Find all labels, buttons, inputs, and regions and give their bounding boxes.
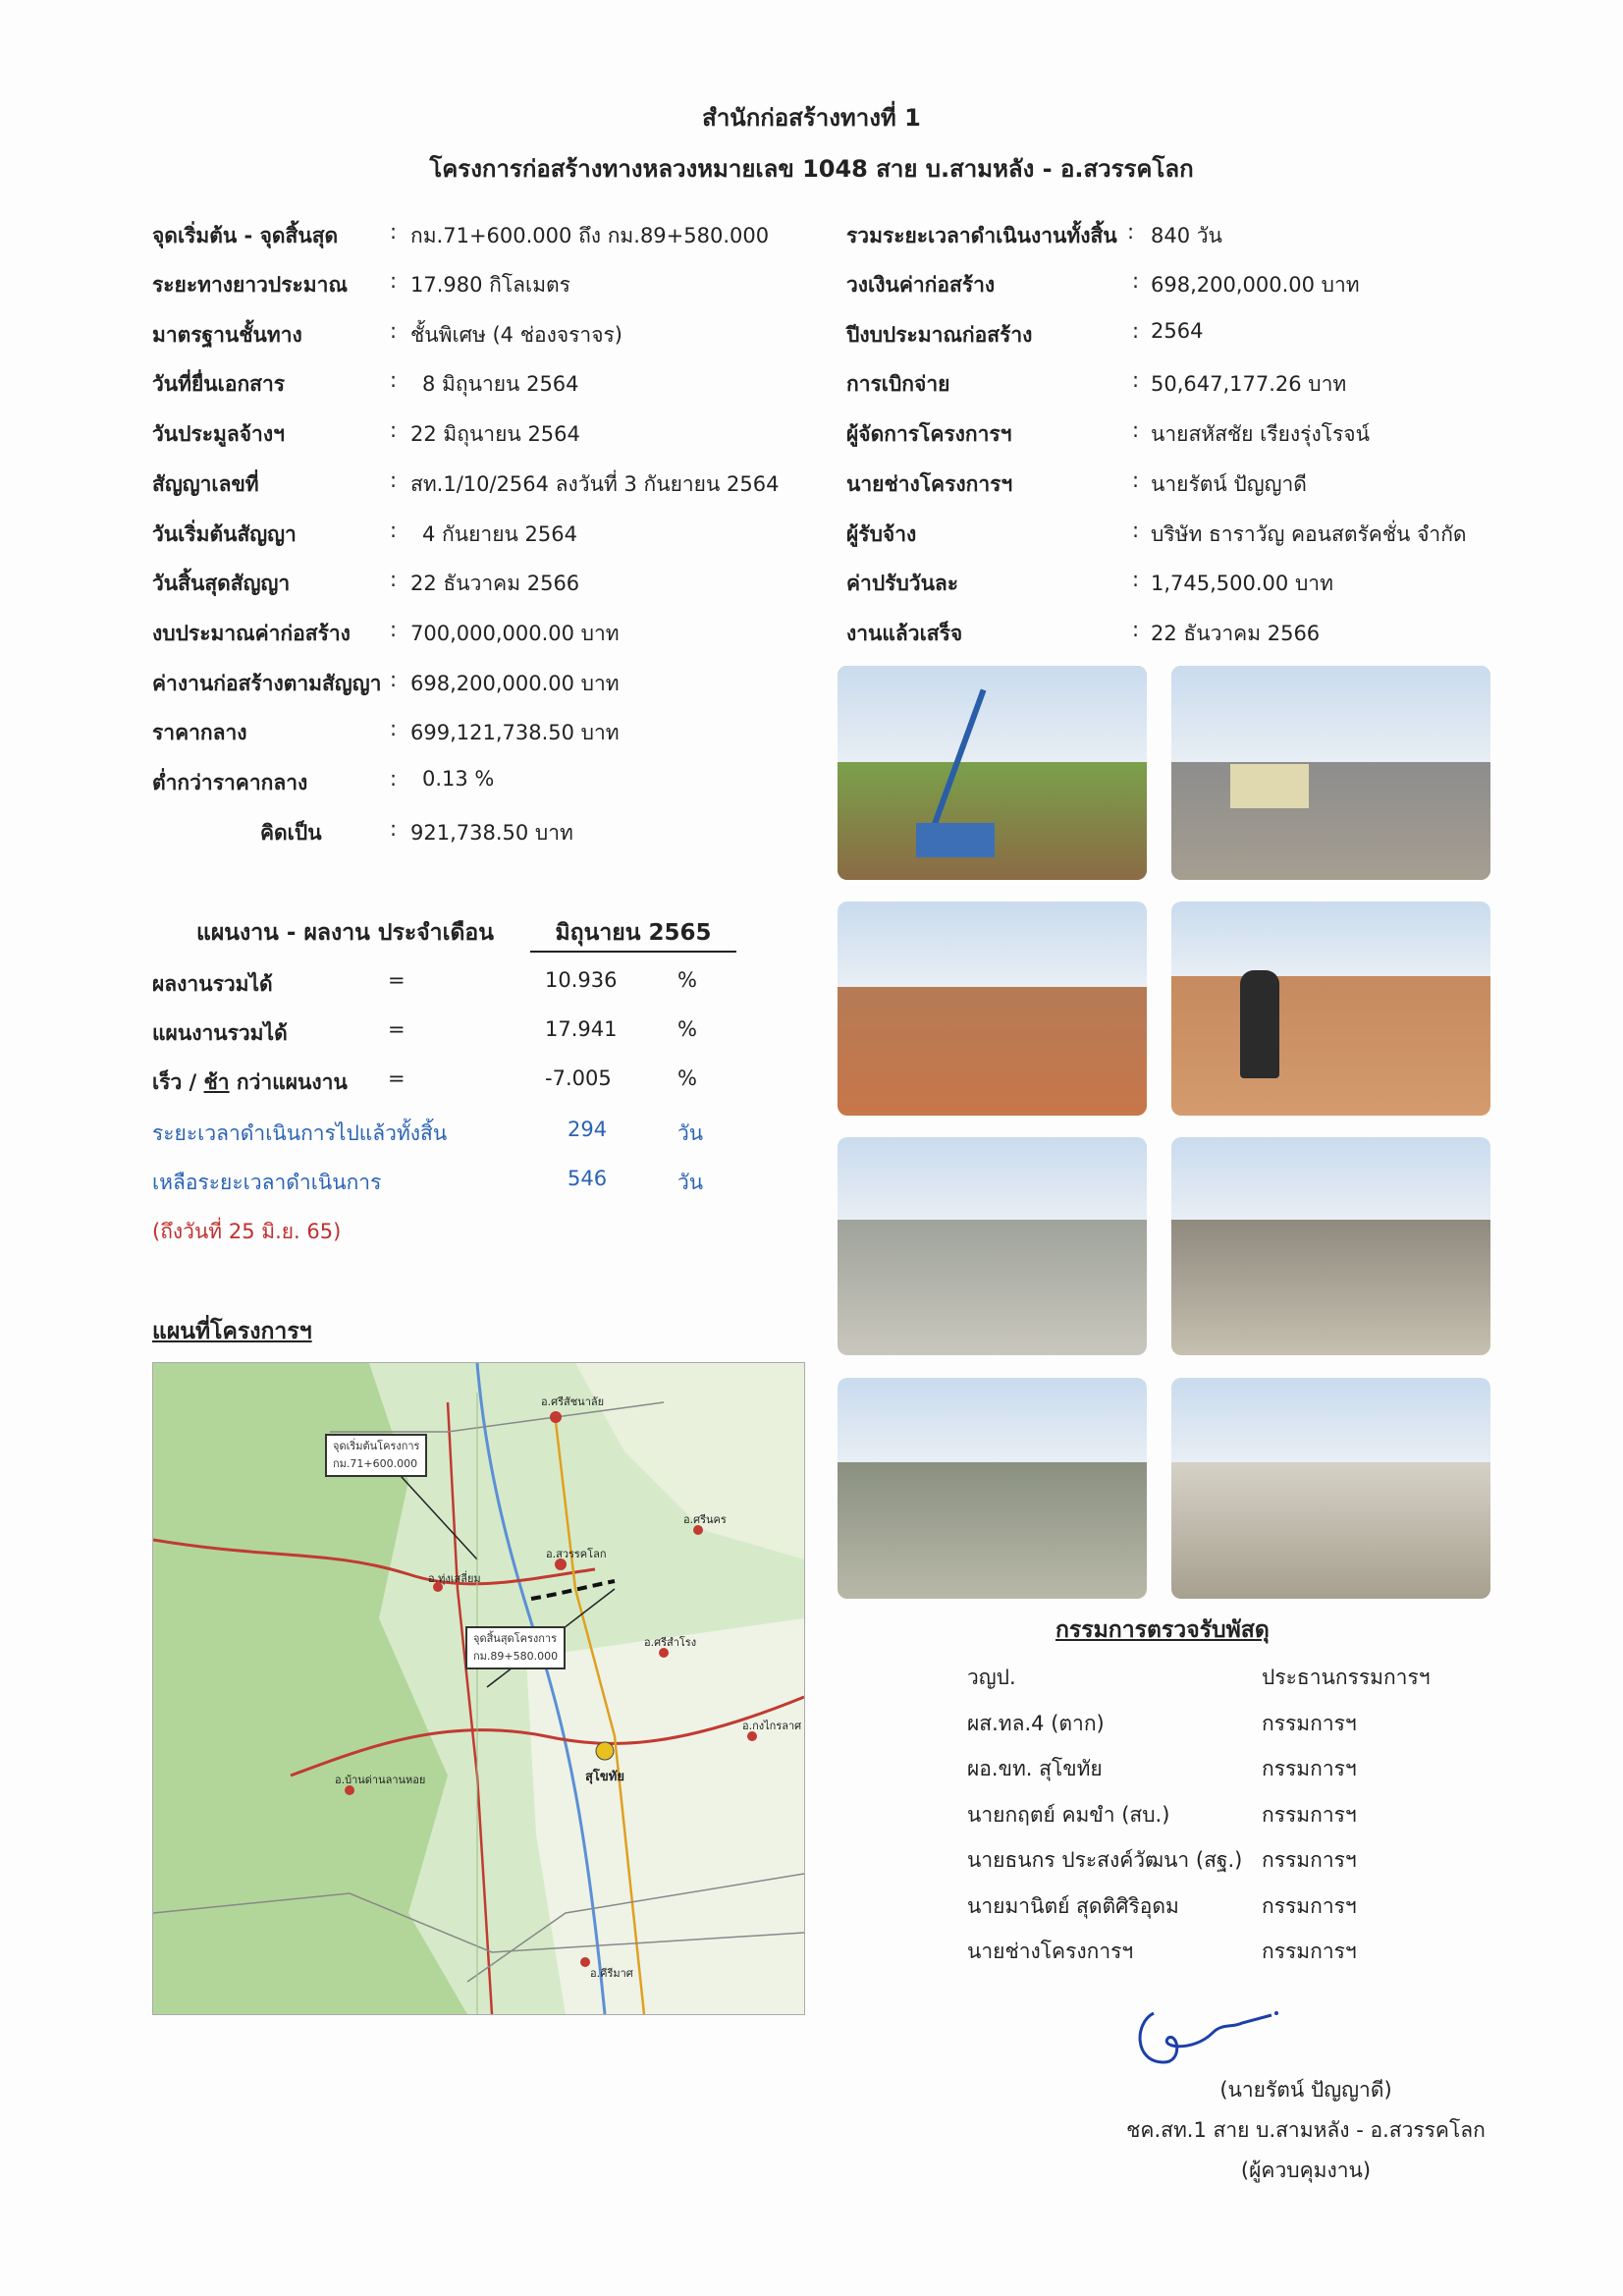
left-info-label-8: งบประมาณค่าก่อสร้าง <box>152 622 351 645</box>
site-photo-rebar <box>838 1137 1147 1355</box>
right-info-colon-1: : <box>1132 269 1140 293</box>
right-info-value-3: 50,647,177.26 บาท <box>1151 372 1347 396</box>
right-info-value-5: นายรัตน์ ปัญญาดี <box>1151 472 1307 496</box>
right-info-value-7: 1,745,500.00 บาท <box>1151 572 1333 595</box>
left-info-value-2: ชั้นพิเศษ (4 ช่องจราจร) <box>410 323 622 347</box>
map-end-callout-line2: กม.89+580.000 <box>473 1650 559 1663</box>
right-info-value-0: 840 วัน <box>1151 224 1222 247</box>
left-info-label-0: จุดเริ่มต้น - จุดสิ้นสุด <box>152 224 339 247</box>
left-info-value-4: 22 มิถุนายน 2564 <box>410 422 580 446</box>
progress-row-plan-value: 17.941 <box>545 1017 618 1041</box>
site-photo-road-base <box>838 902 1147 1116</box>
committee-member-role-1: กรรมการฯ <box>1262 1711 1357 1735</box>
progress-row-result-value: 10.936 <box>545 968 618 992</box>
right-info-colon-5: : <box>1132 468 1140 492</box>
left-info-colon-1: : <box>390 269 398 293</box>
committee-member-name-6: นายช่างโครงการฯ <box>967 1940 1134 1963</box>
committee-member-name-2: ผอ.ขท. สุโขทัย <box>967 1757 1103 1780</box>
map-place-1: อ.สวรรคโลก <box>546 1548 607 1560</box>
right-info-label-0: รวมระยะเวลาดำเนินงานทั้งสิ้น <box>846 224 1117 247</box>
map-place-4: อ.บ้านด่านลานหอย <box>335 1774 426 1786</box>
site-photo-bridge-deck <box>1171 1137 1490 1355</box>
left-info-label-10: ราคากลาง <box>152 721 247 744</box>
progress-row-diff-label-b: ช้า <box>203 1070 230 1094</box>
left-info-value-10: 699,121,738.50 บาท <box>410 721 620 744</box>
left-info-label-2: มาตรฐานชั้นทาง <box>152 323 302 347</box>
right-info-label-7: ค่าปรับวันละ <box>846 572 959 595</box>
right-info-label-3: การเบิกจ่าย <box>846 372 950 396</box>
committee-member-name-5: นายมานิตย์ สุดติศิริอุดม <box>967 1893 1179 1918</box>
map-title: แผนที่โครงการฯ <box>152 1319 312 1344</box>
right-info-value-1: 698,200,000.00 บาท <box>1151 273 1360 297</box>
committee-member-role-2: กรรมการฯ <box>1262 1757 1357 1780</box>
left-info-value-6: 4 กันยายน 2564 <box>422 522 577 546</box>
progress-row-diff-label <box>152 1066 348 1099</box>
left-info-label-5: สัญญาเลขที่ <box>152 472 259 496</box>
right-info-colon-8: : <box>1132 618 1140 641</box>
committee-member-name-3: นายกฤตย์ คมขำ (สบ.) <box>967 1802 1170 1827</box>
committee-member-role-6: กรรมการฯ <box>1262 1940 1357 1963</box>
progress-row-diff-eq: = <box>388 1066 406 1090</box>
left-info-label-12: คิดเป็น <box>260 821 322 845</box>
map-place-6: อ.คีรีมาศ <box>590 1967 633 1980</box>
progress-row-result-label: ผลงานรวมได้ <box>152 972 273 996</box>
remaining-label: เหลือระยะเวลาดำเนินการ <box>152 1171 382 1194</box>
signature-line3: (ผู้ควบคุมงาน) <box>1240 2159 1372 2182</box>
left-info-colon-0: : <box>390 220 398 244</box>
project-map <box>152 1362 805 2015</box>
left-info-label-11: ต่ำกว่าราคากลาง <box>152 771 308 794</box>
progress-row-result-unit: % <box>677 968 697 992</box>
left-info-label-4: วันประมูลจ้างฯ <box>152 422 285 446</box>
left-info-colon-10: : <box>390 717 398 740</box>
site-photo-concrete-pour <box>838 1378 1147 1599</box>
progress-row-plan-unit: % <box>677 1017 697 1041</box>
left-info-value-0: กม.71+600.000 ถึง กม.89+580.000 <box>410 224 770 247</box>
left-info-label-6: วันเริ่มต้นสัญญา <box>152 522 297 546</box>
right-info-label-8: งานแล้วเสร็จ <box>846 622 963 645</box>
map-start-callout-line1: จุดเริ่มต้นโครงการ <box>333 1440 420 1452</box>
committee-member-role-4: กรรมการฯ <box>1262 1848 1357 1872</box>
as-of-date: (ถึงวันที่ 25 มิ.ย. 65) <box>152 1220 342 1243</box>
right-info-colon-7: : <box>1132 568 1140 591</box>
map-start-callout-line2: กม.71+600.000 <box>333 1457 418 1470</box>
left-info-label-3: วันที่ยื่นเอกสาร <box>152 372 286 396</box>
progress-row-diff-label-a: เร็ว / <box>152 1070 204 1094</box>
signature-name: (นายรัตน์ ปัญญาดี) <box>1219 2078 1392 2102</box>
left-info-value-8: 700,000,000.00 บาท <box>410 622 620 645</box>
elapsed-value: 294 <box>568 1118 608 1141</box>
progress-row-plan-eq: = <box>388 1017 406 1041</box>
right-info-label-2: ปีงบประมาณก่อสร้าง <box>846 323 1033 347</box>
signature-line2: ชค.สท.1 สาย บ.สามหลัง - อ.สวรรคโลก <box>1126 2118 1486 2142</box>
committee-member-role-5: กรรมการฯ <box>1262 1893 1357 1918</box>
progress-row-diff-value: -7.005 <box>545 1066 612 1090</box>
elapsed-unit: วัน <box>677 1121 704 1145</box>
right-info-value-6: บริษัท ธาราวัญ คอนสตรัคชั่น จำกัด <box>1151 522 1467 546</box>
map-place-7: อ.ศรีนคร <box>683 1513 727 1526</box>
left-info-colon-3: : <box>390 368 398 392</box>
committee-member-role-0: ประธานกรรมการฯ <box>1262 1666 1431 1689</box>
left-info-label-1: ระยะทางยาวประมาณ <box>152 273 348 297</box>
left-info-value-1: 17.980 กิโลเมตร <box>410 273 570 297</box>
left-info-value-7: 22 ธันวาคม 2566 <box>410 572 580 595</box>
progress-month: มิถุนายน 2565 <box>530 915 736 953</box>
site-photo-crane <box>838 666 1147 880</box>
map-place-0: อ.ศรีสัชนาลัย <box>541 1395 605 1408</box>
map-place-8: อ.กงไกรลาศ <box>742 1720 802 1732</box>
left-info-value-11: 0.13 % <box>422 767 495 791</box>
site-photo-truck <box>1171 666 1490 880</box>
map-end-callout <box>465 1626 566 1669</box>
right-info-label-6: ผู้รับจ้าง <box>846 522 917 546</box>
right-info-colon-2: : <box>1132 319 1140 343</box>
right-info-value-8: 22 ธันวาคม 2566 <box>1151 622 1321 645</box>
map-place-5: สุโขทัย <box>585 1770 624 1784</box>
left-info-value-9: 698,200,000.00 บาท <box>410 672 620 695</box>
progress-row-diff-label-c: กว่าแผนงาน <box>229 1070 348 1094</box>
right-info-colon-6: : <box>1132 519 1140 542</box>
right-info-label-5: นายช่างโครงการฯ <box>846 472 1013 496</box>
left-info-value-3: 8 มิถุนายน 2564 <box>422 372 579 396</box>
office-title: สำนักก่อสร้างทางที่ 1 <box>702 104 921 132</box>
right-info-label-4: ผู้จัดการโครงการฯ <box>846 422 1012 446</box>
remaining-value: 546 <box>568 1167 608 1190</box>
committee-member-name-1: ผส.ทล.4 (ตาก) <box>967 1711 1105 1735</box>
map-place-2: อ.ทุ่งเสลี่ยม <box>428 1572 481 1585</box>
left-info-colon-6: : <box>390 519 398 542</box>
remaining-unit: วัน <box>677 1171 704 1194</box>
right-info-colon-4: : <box>1132 418 1140 442</box>
right-info-value-2: 2564 <box>1151 319 1204 343</box>
left-info-colon-11: : <box>390 767 398 791</box>
committee-member-role-3: กรรมการฯ <box>1262 1802 1357 1827</box>
right-info-value-4: นายสหัสชัย เรียงรุ่งโรจน์ <box>1151 422 1370 446</box>
committee-member-name-4: นายธนกร ประสงค์วัฒนา (สฐ.) <box>967 1848 1243 1872</box>
committee-member-name-0: วญป. <box>967 1666 1016 1689</box>
left-info-colon-5: : <box>390 468 398 492</box>
right-info-label-1: วงเงินค่าก่อสร้าง <box>846 273 996 297</box>
left-info-colon-9: : <box>390 668 398 691</box>
left-info-colon-4: : <box>390 418 398 442</box>
progress-row-result-eq: = <box>388 968 406 992</box>
progress-title: แผนงาน - ผลงาน ประจำเดือน <box>196 920 494 946</box>
signature-image <box>1124 1994 1281 2072</box>
left-info-value-12: 921,738.50 บาท <box>410 821 573 845</box>
progress-row-diff-unit: % <box>677 1066 697 1090</box>
map-graphic <box>153 1363 804 2014</box>
left-info-label-9: ค่างานก่อสร้างตามสัญญา <box>152 672 382 695</box>
map-end-callout-line1: จุดสิ้นสุดโครงการ <box>473 1632 557 1645</box>
site-photo-surveyor <box>1171 902 1490 1116</box>
left-info-label-7: วันสิ้นสุดสัญญา <box>152 572 291 595</box>
committee-title: กรรมการตรวจรับพัสดุ <box>1055 1617 1270 1643</box>
left-info-colon-12: : <box>390 817 398 841</box>
right-info-colon-3: : <box>1132 368 1140 392</box>
map-place-3: อ.ศรีสำโรง <box>644 1636 697 1649</box>
map-start-callout <box>325 1434 427 1477</box>
project-title: โครงการก่อสร้างทางหลวงหมายเลข 1048 สาย บ.สามหลัง - อ.สวรรคโลก <box>429 155 1194 183</box>
right-info-colon-0: : <box>1127 220 1135 244</box>
elapsed-label: ระยะเวลาดำเนินการไปแล้วทั้งสิ้น <box>152 1121 448 1145</box>
site-photo-bridge <box>1171 1378 1490 1599</box>
left-info-value-5: สท.1/10/2564 ลงวันที่ 3 กันยายน 2564 <box>410 472 780 496</box>
progress-row-plan-label: แผนงานรวมได้ <box>152 1021 288 1045</box>
left-info-colon-7: : <box>390 568 398 591</box>
left-info-colon-8: : <box>390 618 398 641</box>
left-info-colon-2: : <box>390 319 398 343</box>
